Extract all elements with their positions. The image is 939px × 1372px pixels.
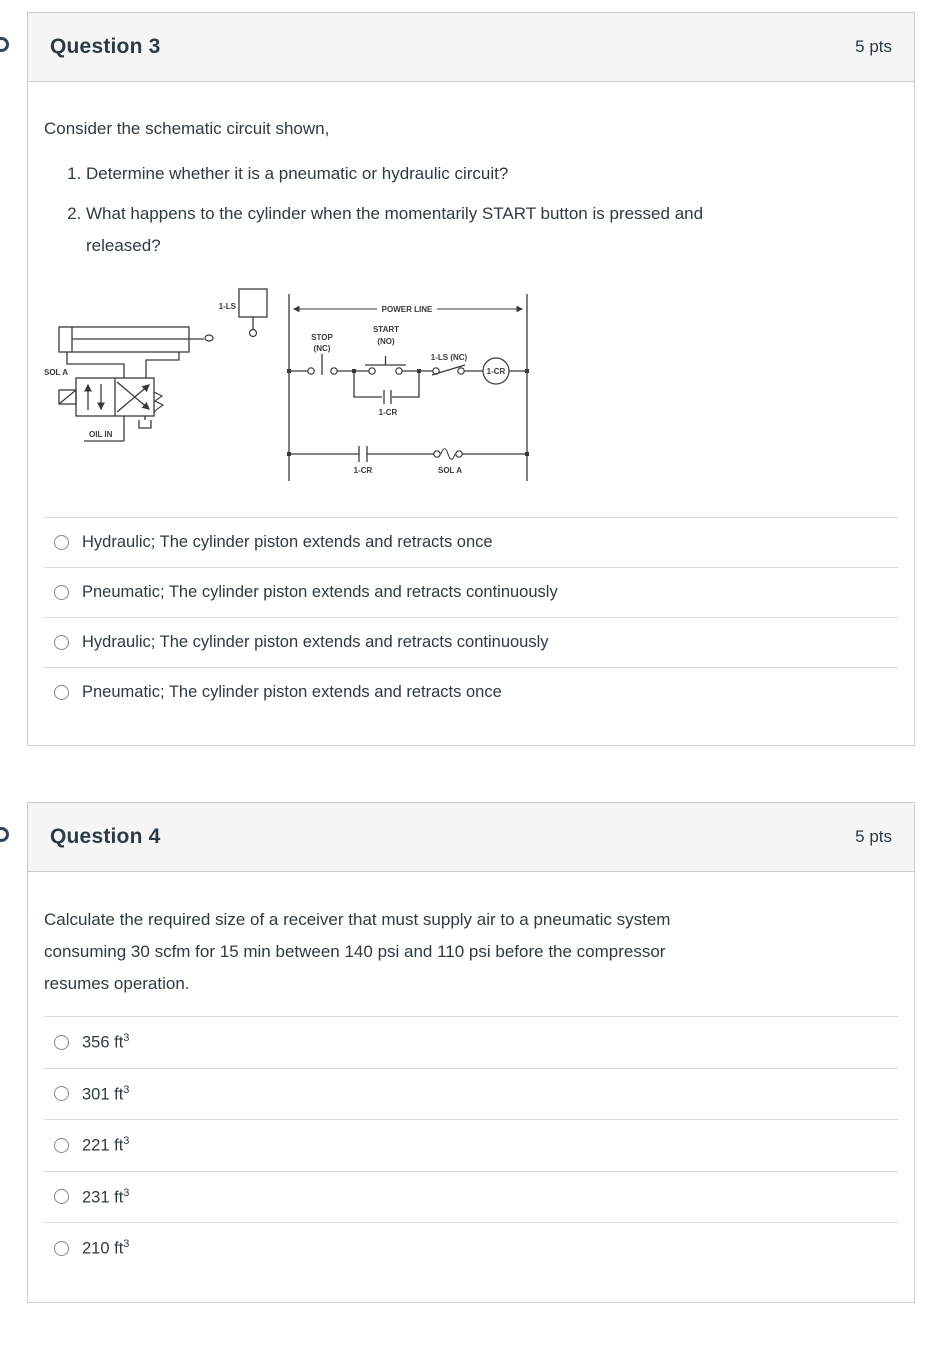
svg-text:SOL A: SOL A [437,466,463,475]
answer-label[interactable]: 231 $ft^3$ [82,1186,130,1206]
answer-option[interactable] [44,1016,898,1068]
answer-option[interactable] [44,567,898,617]
svg-text:OIL IN: OIL IN [89,430,113,439]
answer-label[interactable]: Hydraulic; The cylinder piston extends and retracts continuously [82,633,549,651]
svg-text:START: START [372,325,400,334]
radio-button[interactable] [54,1086,69,1101]
question-title: Question 3 [50,35,161,58]
answer-label[interactable]: 210 $ft^3$ [82,1238,130,1258]
list-item: 2. What happens to the cylinder when the momentarily START button is pressed and released? [86,198,898,262]
answer-options [44,1016,898,1274]
radio-button[interactable] [54,685,69,700]
radio-button[interactable] [54,1035,69,1050]
question-4-card [27,802,915,1303]
ladder-rung-2 [287,446,529,475]
power-line-label [294,305,522,314]
question-title: Question 4 [50,825,161,848]
radio-button[interactable] [54,585,69,600]
question-header [28,803,914,872]
question-intro-text: Consider the schematic circuit shown, [44,119,330,138]
limit-switch-symbol [219,289,267,337]
question-nav-marker-icon[interactable] [0,827,9,842]
question-body [28,82,914,745]
question-nav-marker-icon[interactable] [0,37,9,52]
ladder-diagram [287,294,529,481]
svg-text:1-LS: 1-LS [218,302,236,311]
cylinder-symbol [59,327,213,378]
directional-valve-symbol [44,368,163,441]
svg-text:POWER LINE: POWER LINE [381,305,433,314]
answer-option[interactable] [44,1222,898,1274]
list-item: 1. Determine whether it is a pneumatic or hydraulic circuit? [86,158,898,190]
answer-label[interactable]: Pneumatic; The cylinder piston extends and retracts continuously [82,583,558,601]
svg-text:1-CR: 1-CR [486,367,506,376]
radio-button[interactable] [54,635,69,650]
holding-branch [354,371,419,417]
radio-button[interactable] [54,1189,69,1204]
radio-button[interactable] [54,1241,69,1256]
radio-button[interactable] [54,535,69,550]
answer-options [44,517,898,717]
answer-option[interactable] [44,667,898,717]
question-subitems [44,158,898,262]
svg-text:STOP: STOP [311,333,333,342]
svg-text:(NC): (NC) [313,344,331,353]
answer-option[interactable] [44,1171,898,1223]
question-points: 5 pts [855,37,892,56]
answer-option[interactable] [44,1068,898,1120]
svg-text:(NO): (NO) [377,337,395,346]
question-body [28,872,914,1302]
answer-label[interactable]: 301 $ft^3$ [82,1083,130,1103]
svg-text:SOL A: SOL A [44,368,69,377]
answer-label[interactable]: Hydraulic; The cylinder piston extends and retracts once [82,533,493,551]
question-text: Calculate the required size of a receiver that must supply air to a pneumatic system consuming 30 scfm for 15 min between 140 psi and 110 psi before the compressor resumes operation. [44,910,671,993]
svg-text:1-LS (NC): 1-LS (NC) [430,353,468,362]
svg-text:1-CR: 1-CR [353,466,373,475]
answer-label[interactable]: 356 $ft^3$ [82,1032,130,1052]
svg-text:1-CR: 1-CR [378,408,398,417]
circuit-schematic-svg [44,282,539,487]
ladder-rung-1 [287,325,529,384]
radio-button[interactable] [54,1138,69,1153]
answer-label[interactable]: 221 $ft^3$ [82,1135,130,1155]
question-header [28,13,914,82]
answer-option[interactable] [44,517,898,567]
answer-option[interactable] [44,1119,898,1171]
answer-label[interactable]: Pneumatic; The cylinder piston extends and retracts once [82,683,502,701]
question-points: 5 pts [855,827,892,846]
circuit-diagram [44,282,898,487]
question-3-card [27,12,915,746]
answer-option[interactable] [44,617,898,667]
